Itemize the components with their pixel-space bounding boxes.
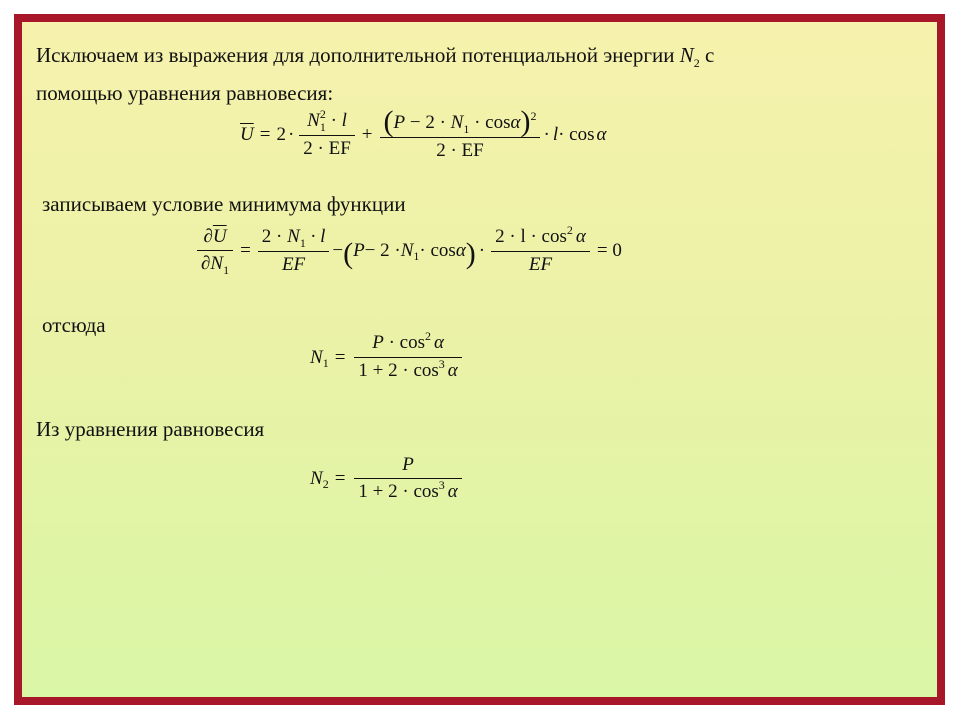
eq1-equals: =: [259, 124, 271, 145]
eq3-den-sup: 3: [438, 357, 445, 371]
paragraph-minimum-condition: записываем условие минимума функции: [42, 192, 406, 216]
eq2-f1-numerator: [258, 226, 330, 251]
eq2-fraction-2: [491, 223, 590, 276]
eq2-f2-body: 2 · l · cos: [495, 226, 567, 247]
eq2-f2-alpha: α: [575, 226, 586, 247]
eq4-numerator: P: [402, 454, 414, 475]
equation-potential-energy: [240, 105, 607, 162]
eq2-rparen: ): [465, 237, 476, 270]
eq1-tail-l: l: [552, 124, 559, 145]
eq1-f1-sub: 1: [319, 120, 326, 134]
paragraph-equilibrium: Из уравнения равновесия: [36, 417, 265, 441]
paragraph-hence: отсюда: [42, 313, 106, 337]
eq3-P: P: [372, 332, 384, 353]
slide-frame: [14, 14, 945, 705]
eq1-f2-lparen: (: [383, 105, 394, 138]
eq2-minus: −: [332, 240, 344, 261]
eq3-den-body: 1 + 2 · cos: [358, 360, 439, 381]
eq1-f1-numerator: [299, 107, 355, 135]
eq2-N-sub: 1: [413, 249, 420, 263]
eq3-equals: =: [334, 346, 346, 368]
eq4-den-alpha: α: [447, 481, 458, 502]
intro-text: Исключаем из выражения для дополнительной потенциальной энергии: [36, 43, 675, 67]
eq2-derivative-numerator: [197, 226, 233, 250]
eq1-tail-alpha: α: [596, 124, 607, 145]
eq2-dot: ·: [478, 240, 486, 261]
eq4-den-body: 1 + 2 · cos: [358, 481, 439, 502]
eq1-f2-rparen: ): [520, 105, 531, 138]
eq3-fraction: [354, 329, 461, 383]
eq2-f1-two: 2 ·: [261, 226, 288, 247]
eq1-fraction-2: [380, 105, 541, 162]
eq1-tail-cos: · cos: [558, 124, 595, 145]
eq1-plus: +: [361, 124, 373, 145]
eq2-alpha: α: [455, 240, 466, 261]
equation-N1: [310, 329, 465, 383]
eq1-fraction-1: [299, 107, 355, 160]
intro-symbol-sub: 2: [693, 56, 700, 70]
eq1-f2-minus: − 2 ·: [405, 112, 451, 133]
eq2-f1-sub: 1: [299, 236, 306, 250]
eq3-num-cos: · cos: [383, 332, 425, 353]
eq1-f2-alpha: α: [510, 112, 521, 133]
eq1-f2-denominator: 2 · EF: [380, 137, 541, 162]
eq4-lhs-sub: 2: [322, 477, 329, 491]
eq2-denN-sub: 1: [223, 263, 230, 277]
eq2-partial-bottom: ∂: [201, 253, 211, 274]
eq1-f2-sup: 2: [530, 109, 537, 123]
eq1-two: 2: [276, 124, 286, 145]
eq1-f1-dot: ·: [330, 110, 337, 131]
eq2-denN: N: [210, 253, 224, 274]
eq2-fraction-1: [258, 226, 330, 276]
eq2-f2-denominator: EF: [491, 251, 590, 276]
eq2-f1-N: N: [287, 226, 300, 247]
equation-minimum-condition: [194, 223, 622, 277]
paragraph-intro-line2: помощью уравнения равновесия:: [36, 81, 334, 105]
equation-N2: [310, 454, 465, 504]
eq2-mid: − 2 ·: [364, 240, 401, 261]
eq1-f2-cos: · cos: [469, 112, 511, 133]
eq2-equals-zero: = 0: [596, 240, 622, 261]
eq2-N: N: [400, 240, 414, 261]
eq3-numerator: [354, 329, 461, 357]
eq2-f2-numerator: [491, 223, 590, 251]
eq2-U: $\overline{U}$: [212, 226, 227, 247]
eq4-equals: =: [334, 468, 346, 489]
eq2-f1-denominator: EF: [258, 251, 330, 276]
eq2-f1-l: · l: [305, 226, 326, 247]
eq1-f2-numerator: [380, 105, 541, 138]
paragraph-intro-line1: [36, 38, 714, 75]
eq2-lparen: (: [343, 237, 354, 270]
eq1-f2-N: N: [450, 112, 464, 133]
eq2-derivative-denominator: [197, 250, 233, 276]
eq1-f2-sub: 1: [463, 122, 470, 136]
eq3-denominator: [354, 357, 461, 383]
eq1-f1-N: N: [307, 110, 320, 131]
eq3-den-alpha: α: [447, 360, 458, 381]
eq1-lhs: $\overline{U}$: [240, 124, 254, 145]
intro-symbol-N: N: [679, 43, 694, 67]
intro-text-end: с: [704, 43, 715, 67]
eq4-denominator: [354, 478, 461, 504]
eq1-dot: ·: [287, 124, 295, 145]
eq4-fraction: [354, 454, 461, 504]
eq2-derivative: [197, 226, 233, 276]
eq3-lhs-N: N: [310, 346, 323, 368]
eq4-den-sup: 3: [438, 478, 445, 492]
eq1-f1-l: l: [341, 110, 347, 131]
eq3-num-sup: 2: [424, 329, 431, 343]
eq2-cos: · cos: [419, 240, 456, 261]
eq1-f1-denominator: 2 · EF: [299, 135, 355, 160]
eq1-tail-dot: ·: [543, 124, 550, 145]
eq2-partial-top: ∂: [203, 226, 213, 247]
eq3-num-alpha: α: [433, 332, 444, 353]
eq1-f1-sup: 2: [319, 107, 326, 121]
eq2-f2-sup: 2: [566, 223, 573, 237]
eq4-lhs-N: N: [310, 468, 323, 489]
eq1-f2-P: P: [393, 112, 406, 133]
eq2-P: P: [353, 240, 365, 261]
eq2-equals: =: [240, 240, 251, 261]
eq3-lhs-sub: 1: [322, 355, 329, 370]
